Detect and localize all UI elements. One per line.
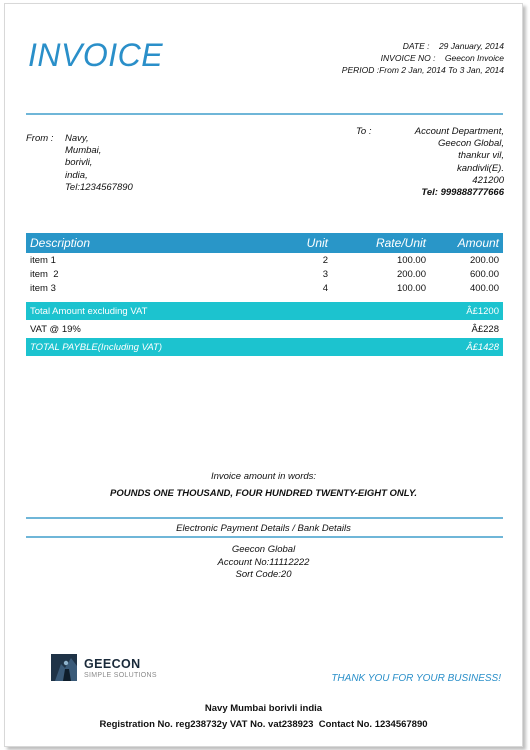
total-payable-value: Â£1428 [466,341,499,353]
to-line: Account Department, [414,126,504,137]
cell-amount: 600.00 [469,268,499,280]
items-table [26,233,503,295]
cell-unit: 4 [322,282,328,294]
from-line: india, [65,169,88,181]
amount-in-words-label: Invoice amount in words: [210,471,317,482]
amount-in-words: POUNDS ONE THOUSAND, FOUR HUNDRED TWENTY-EIGHT ONLY. [110,488,417,499]
bank-details [5,544,522,582]
totals-block [26,302,503,356]
from-line: Mumbai, [65,145,102,157]
col-unit: Unit [264,233,332,253]
date-label: DATE : [402,41,430,51]
invoice-no-line [224,52,504,64]
vat-label: VAT @ 19% [30,323,81,335]
bank-sort-code: Sort Code:20 [235,569,292,580]
period-line [224,64,504,76]
table-row [26,267,503,281]
payment-divider-bottom [26,536,503,538]
bank-account: Account No:11112222 [217,556,310,568]
date-line [224,40,504,52]
to-line: 421200 [472,174,504,186]
to-line: thankur vil, [458,150,504,162]
total-payable-row [26,338,503,356]
to-address [415,126,504,199]
invoice-no-value: Geecon Invoice [444,53,504,63]
total-payable-label: TOTAL PAYBLE(Including VAT) [30,341,163,353]
to-line: Tel: 999888777666 [421,187,504,199]
payment-divider-top [26,517,503,519]
cell-description: item 2 [30,268,59,280]
table-row [26,281,503,295]
footer-registration: Registration No. reg238732y VAT No. vat238923 Contact No. 1234567890 [99,719,428,730]
total-excl-vat-row [26,302,503,320]
col-rate: Rate/Unit [332,233,430,253]
invoice-meta [224,40,504,76]
col-amount: Amount [430,233,503,253]
logo-tagline: SIMPLE SOLUTIONS [84,672,157,679]
cell-rate: 100.00 [396,254,426,266]
logo-name: GEECON [84,657,141,671]
from-line: Tel:1234567890 [65,181,133,193]
date-value: 29 January, 2014 [438,41,504,51]
cell-unit: 2 [322,254,328,266]
table-header-row [26,233,503,253]
to-line: kandivli(E). [457,162,504,174]
cell-amount: 200.00 [469,254,499,266]
from-address [65,133,133,194]
total-excl-vat-label: Total Amount excluding VAT [30,305,148,317]
payment-details-title: Electronic Payment Details / Bank Details [176,523,351,534]
to-line: Geecon Global, [437,138,504,150]
vat-value: Â£228 [471,323,499,335]
period-value: From 2 Jan, 2014 To 3 Jan, 2014 [379,65,504,75]
period-label: PERIOD : [341,65,380,75]
from-line: borivli, [65,157,93,169]
cell-unit: 3 [322,268,328,280]
vat-row [26,320,503,338]
bank-name: Geecon Global [231,544,296,555]
cell-rate: 100.00 [396,282,426,294]
from-label: From : [26,133,54,144]
logo-figure-icon [51,654,77,681]
cell-description: item 3 [30,282,56,294]
thank-you-note: THANK YOU FOR YOUR BUSINESS! [331,673,501,684]
from-line: Navy, [65,133,89,144]
footer-address: Navy Mumbai borivli india [204,703,323,714]
cell-amount: 400.00 [469,282,499,294]
cell-rate: 200.00 [396,268,426,280]
cell-description: item 1 [30,254,56,266]
top-divider [26,113,503,115]
table-row [26,253,503,267]
invoice-no-label: INVOICE NO : [380,53,436,63]
to-label: To : [356,126,372,137]
invoice-page [4,3,523,747]
col-description: Description [26,233,264,253]
logo-icon [51,654,77,681]
total-excl-vat-value: Â£1200 [466,305,499,317]
invoice-title: INVOICE [28,37,164,73]
